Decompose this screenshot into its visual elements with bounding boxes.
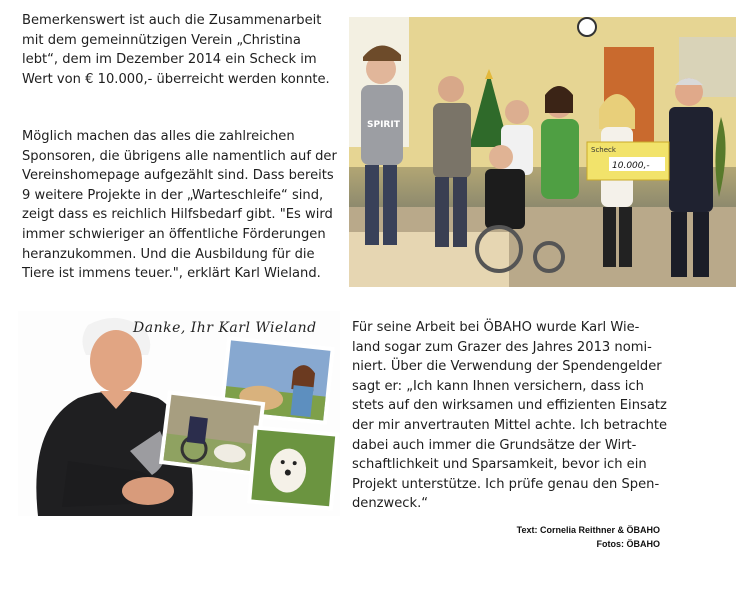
text-line: immer schwieriger an öffentliche Förderungen <box>22 226 326 242</box>
group-photo-illustration <box>349 17 736 287</box>
collage-photo-wheelchair-dog <box>159 390 265 475</box>
check-amount: 10.000,- <box>612 161 650 171</box>
paragraph-cooperation <box>22 11 340 89</box>
text-line: niert. Über die Verwendung der Spendengelder <box>352 359 662 375</box>
text-line: zeigt dass es reichlich Hilfsbedarf gibt. "Es wird <box>22 207 333 223</box>
photo-credit: Fotos: ÖBAHO <box>596 539 660 549</box>
text-line: heranzukommen. Und die Ausbildung für die <box>22 246 315 262</box>
group-photo-check-handover <box>349 17 736 287</box>
text-line: Für seine Arbeit bei ÖBAHO wurde Karl Wie- <box>352 320 640 335</box>
text-line: Vereinshomepage aufgezählt sind. Dass bereits <box>22 168 334 184</box>
text-line: Bemerkenswert ist auch die Zusammenarbeit <box>22 13 322 28</box>
text-line: Sponsoren, die übrigens alle namentlich auf der <box>22 148 337 164</box>
text-line: Tiere ist immens teuer.", erklärt Karl Wieland. <box>22 266 321 282</box>
shirt-text: SPIRIT <box>367 120 400 130</box>
text-line: Wert von € 10.000,- überreicht werden konnte. <box>22 71 330 87</box>
text-line: schaftlichkeit und Sparsamkeit, bevor ich ein <box>352 457 647 473</box>
text-line: land sogar zum Grazer des Jahres 2013 nomi- <box>352 339 652 355</box>
text-line: stets auf den wirksamen und effizienten Einsatz <box>352 398 667 414</box>
portrait-collage <box>18 311 340 516</box>
paragraph-sponsors <box>22 127 340 284</box>
text-line: Möglich machen das alles die zahlreichen <box>22 129 295 144</box>
handwritten-signature: Danke, Ihr Karl Wieland <box>133 320 317 336</box>
donation-check <box>587 142 669 180</box>
text-line: Projekt unterstütze. Ich prüfe genau den Spen- <box>352 476 660 492</box>
text-line: der mir anvertrauten Mittel achte. Ich betrachte <box>352 417 668 433</box>
collage-photo-white-dog <box>247 425 339 510</box>
text-line: mit dem gemeinnützigen Verein „Christina <box>22 32 301 48</box>
text-credit: Text: Cornelia Reithner & ÖBAHO <box>516 525 660 535</box>
paragraph-nomination <box>352 318 680 514</box>
text-line: sagt er: „Ich kann Ihnen versichern, dass ich <box>352 378 644 394</box>
check-label: Scheck <box>591 146 616 154</box>
text-line: 9 weitere Projekte in der „Warteschleife“ sind, <box>22 187 324 203</box>
portrait-illustration <box>18 311 340 516</box>
text-line: denzweck.“ <box>352 496 429 512</box>
text-line: lebt“, dem im Dezember 2014 ein Scheck im <box>22 52 317 68</box>
text-line: dabei auch immer die Grundsätze der Wirt- <box>352 437 637 453</box>
credits <box>470 523 660 551</box>
